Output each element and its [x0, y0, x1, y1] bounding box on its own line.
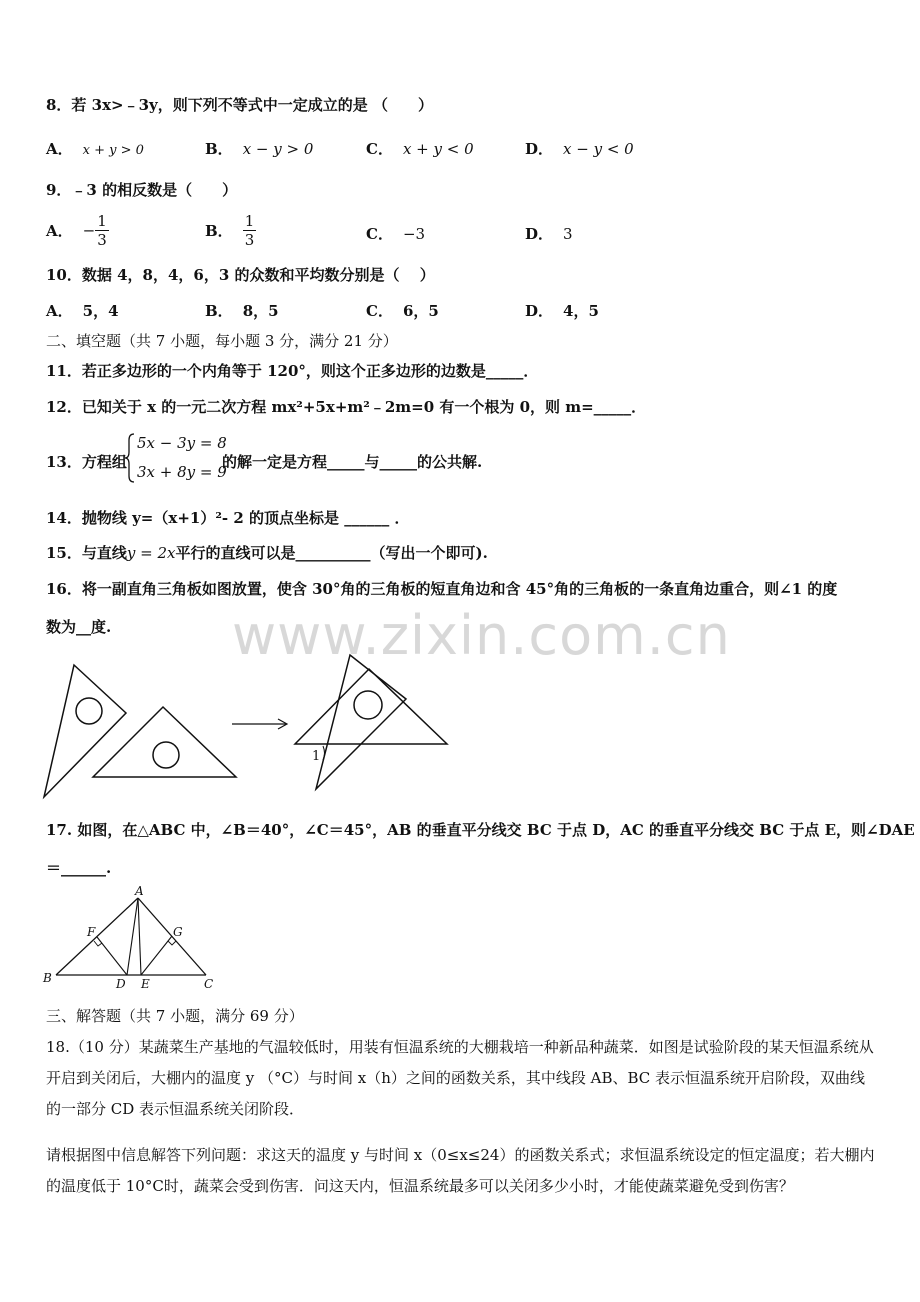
q13-equation-2: 3x + 8y = 9 [137, 463, 227, 481]
label-g: G [173, 925, 183, 939]
q9-option-c: C． −3 [366, 225, 426, 243]
label-b: B [43, 971, 52, 985]
q10-option-a: A． 5，4 [46, 302, 119, 320]
q10-stem: 10．数据 4，8，4，6，3 的众数和平均数分别是（ ） [46, 266, 435, 284]
q8-option-d: D． x − y < 0 [525, 140, 634, 158]
q17-figure [40, 884, 230, 994]
q16-figure [40, 650, 460, 805]
q17-line-2: ＝______. [46, 859, 112, 877]
watermark: www.zixin.com.cn [232, 604, 731, 667]
q11-text: 11．若正多边形的一个内角等于 120°，则这个正多边形的边数是_____． [46, 362, 539, 380]
q16-line-1: 16．将一副直角三角板如图放置，使含 30°角的三角板的短直角边和含 45°角的三角板的一条直角边重合，则∠1 的度 [46, 580, 838, 598]
q10-option-c: C． 6，5 [366, 302, 439, 320]
label-d: D [116, 977, 126, 991]
q18-paragraph-2: 请根据图中信息解答下列问题：求这天的温度 y 与时间 x（0≤x≤24）的函数关系式；求恒温系统设定的恒定温度；若大棚内的温度低于 10°C时，蔬菜会受到伤害．问这天内，恒温系统最多可以关闭多少小时，才能使蔬菜避免受到伤害？ [46, 1146, 875, 1195]
triangle-hole [153, 742, 179, 768]
q8-option-b: B． x − y > 0 [205, 140, 314, 158]
q13-equation-1: 5x − 3y = 8 [137, 434, 227, 452]
q9-option-b: B． $\frac{1}{3}$ [205, 212, 255, 249]
label-f: F [87, 925, 96, 939]
label-c: C [204, 977, 214, 991]
q17-line-1: 17. 如图，在△ABC 中，∠B＝40°，∠C＝45°，AB 的垂直平分线交 BC 于点 D，AC 的垂直平分线交 BC 于点 E，则∠DAE [46, 821, 915, 839]
q9-option-d: D． 3 [525, 225, 573, 243]
q13-prefix: 13．方程组 [46, 453, 127, 471]
q8-option-a: A． x + y > 0 [46, 140, 144, 158]
brace-icon [124, 432, 136, 484]
section-3-heading: 三、解答题（共 7 小题，满分 69 分） [46, 1007, 304, 1025]
q10-option-b: B． 8，5 [205, 302, 279, 320]
q9-stem: 9．﹣3 的相反数是（ ） [46, 181, 238, 199]
triangle-hole [354, 691, 382, 719]
q12-text: 12．已知关于 x 的一元二次方程 mx²+5x+m²﹣2m=0 有一个根为 0，则 m=_____． [46, 398, 647, 416]
q18-paragraph-1: 18.（10 分）某蔬菜生产基地的气温较低时，用装有恒温系统的大棚栽培一种新品种蔬菜．如图是试验阶段的某天恒温系统从开启到关闭后，大棚内的温度 y （°C）与时间 x（h）之间的函数关系，其中线段 AB、BC 表示恒温系统开启阶段，双曲线的一部分 CD 表示恒温系统关闭阶段． [46, 1038, 874, 1118]
label-a: A [135, 884, 144, 898]
q8-stem: 8．若 3x>﹣3y，则下列不等式中一定成立的是 （ ） [46, 96, 433, 114]
q8-option-c: C． x + y < 0 [366, 140, 474, 158]
label-e: E [141, 977, 150, 991]
angle-1-label: 1 [312, 749, 321, 764]
triangle-hole [76, 698, 102, 724]
q9-option-a: A． − $\frac{1}{3}$ [46, 212, 107, 249]
combined-triangle-45 [295, 669, 447, 744]
combined-triangle-30-60 [316, 655, 406, 789]
section-2-heading: 二、填空题（共 7 小题，每小题 3 分，满分 21 分） [46, 332, 398, 350]
q14-text: 14．抛物线 y=（x+1）²- 2 的顶点坐标是 ______ ． [46, 509, 410, 527]
q13-suffix: 的解一定是方程_____与_____的公共解. [222, 453, 483, 471]
q15-text: 15．与直线y = 2x平行的直线可以是__________（写出一个即可). [46, 544, 488, 562]
q16-line-2: 数为__度. [46, 618, 112, 636]
q10-option-d: D． 4，5 [525, 302, 599, 320]
